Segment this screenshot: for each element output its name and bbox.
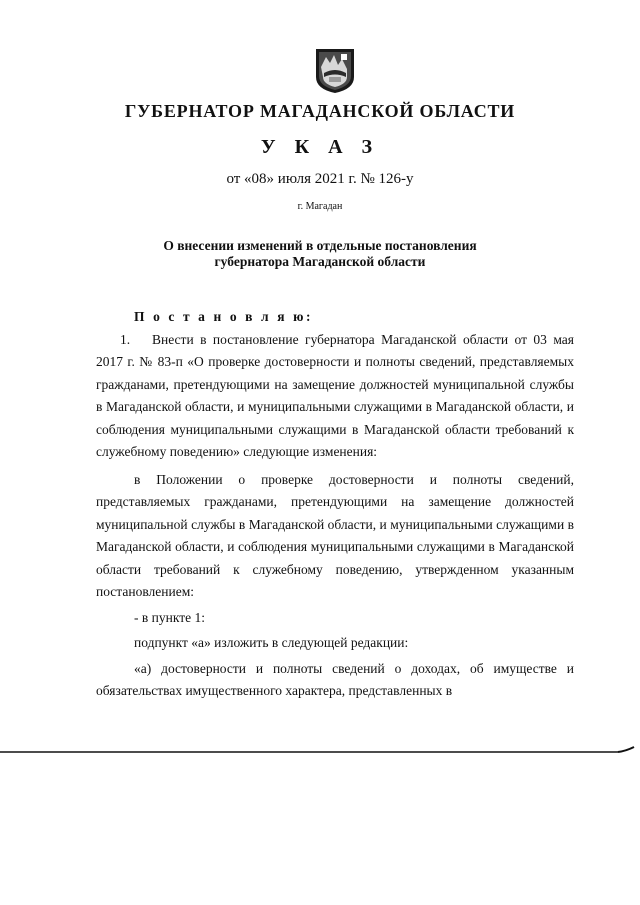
decree-word: П о с т а н о в л я ю: [134, 309, 314, 324]
document-body [96, 306, 574, 703]
paragraph-3: - в пункте 1: [134, 609, 205, 625]
page-bottom-rule [0, 746, 640, 758]
paragraph-1 [96, 329, 574, 464]
coat-of-arms-icon [314, 47, 356, 94]
paragraph-5: «а) достоверности и полноты сведений о доходах, об имуществе и обязательствах имущественного характера, представленных в [96, 660, 574, 698]
document-date-number: от «08» июля 2021 г. № 126-у [226, 171, 414, 187]
paragraph-2: в Положении о проверке достоверности и полноты сведений, представляемых гражданами, претендующими на замещение должностей муниципальной службы в Магаданской области, и муниципальными служащими в Магаданской области, и соблюдения муниципальными служащими в Магаданской области требований к служебному поведению, утвержденном указанным постановлением: [96, 471, 574, 599]
document-city: г. Магадан [297, 201, 343, 212]
authority-heading: ГУБЕРНАТОР МАГАДАНСКОЙ ОБЛАСТИ [124, 101, 516, 121]
document-title [100, 238, 540, 270]
paragraph-1-text: Внести в постановление губернатора Магаданской области от 03 мая 2017 г. № 83-п «О проверке достоверности и полноты сведений, представляемых гражданами, претендующими на замещение должностей муниципальной службы в Магаданской области, и муниципальными служащими в Магаданской области, и соблюдения муниципальными служащими в Магаданской области требований к служебному поведению» следующие изменения: [96, 331, 574, 459]
document-title-line-2: губернатора Магаданской области [214, 254, 426, 269]
paragraph-1-number: 1. [120, 331, 131, 347]
document-type-heading: У К А З [260, 136, 380, 158]
document-title-line-1: О внесении изменений в отдельные постановления [163, 238, 477, 253]
paragraph-4: подпункт «а» изложить в следующей редакции: [134, 635, 409, 650]
